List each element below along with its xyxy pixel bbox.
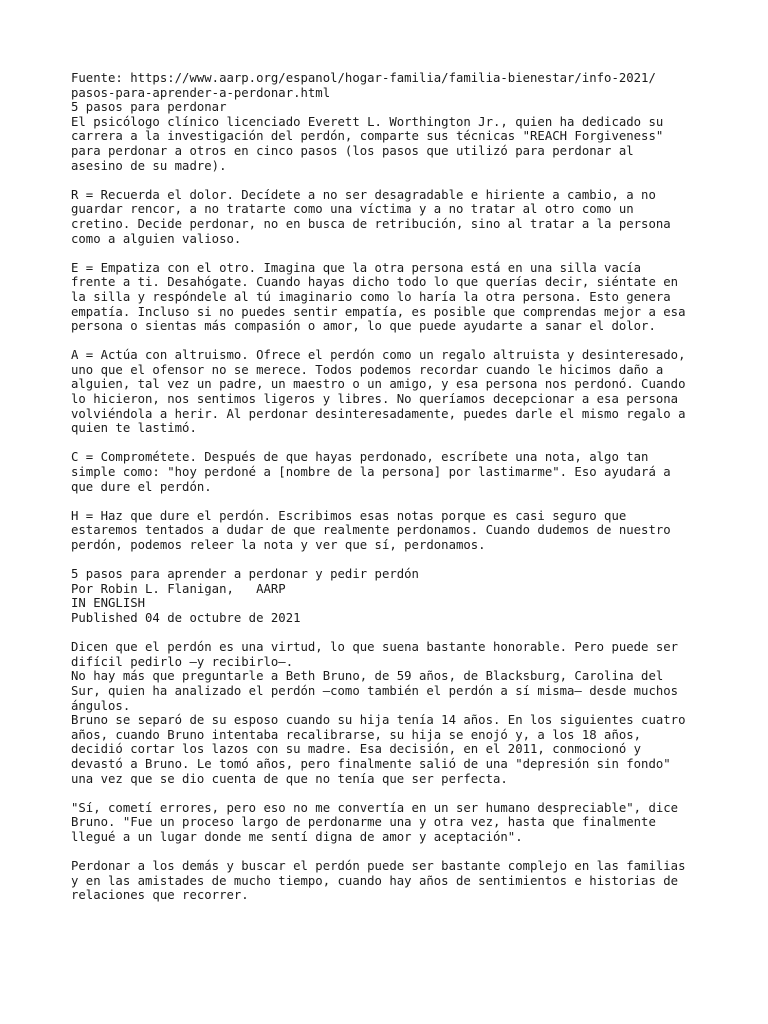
paragraph-line: como a alguien valioso. — [71, 231, 242, 246]
intro-line: El psicólogo clínico licenciado Everett L. Worthington Jr., quien ha dedicado su — [71, 114, 664, 129]
paragraph-line: la silla y respóndele al tú imaginario como lo haría la otra persona. Esto genera — [71, 289, 671, 304]
paragraph-line: ángulos. — [71, 698, 131, 713]
step-e-paragraph — [71, 261, 711, 334]
paragraph-line: Sur, quien ha analizado el perdón —como también el perdón a sí misma— desde muchos — [71, 683, 679, 698]
step-r-paragraph — [71, 188, 711, 246]
paragraph-line: perdón, podemos releer la nota y ver que sí, perdonamos. — [71, 538, 486, 552]
paragraph-line: C = Comprométete. Después de que hayas perdonado, escríbete una nota, algo tan — [71, 450, 649, 465]
paragraph-line: llegué a un lugar donde me sentí digna de amor y aceptación". — [71, 829, 523, 844]
paragraph-gap — [71, 786, 711, 801]
paragraph-line: persona o sientas más compasión o amor, lo que puede ayudarte a sanar el dolor. — [71, 319, 656, 334]
article-published-date: Published 04 de octubre de 2021 — [71, 610, 301, 625]
paragraph-line: Dicen que el perdón es una virtud, lo que suena bastante honorable. Pero puede ser — [71, 640, 679, 655]
paragraph-line: devastó a Bruno. Le tomó años, pero finalmente salió de una "depresión sin fondo" — [71, 756, 671, 771]
paragraph-gap — [71, 246, 711, 261]
paragraph-line: difícil pedirlo —y recibirlo—. — [71, 654, 294, 669]
paragraph-line: A = Actúa con altruismo. Ofrece el perdón como un regalo altruista y desinteresado, — [71, 348, 686, 363]
paragraph-line: estaremos tentados a dudar de que realmente perdonamos. Cuando dudemos de nuestro — [71, 523, 671, 538]
paragraph-line: quien te lastimó. — [71, 421, 197, 436]
paragraph-gap — [71, 334, 711, 349]
paragraph-line: Bruno se separó de su esposo cuando su hija tenía 14 años. En los siguientes cuatro — [71, 713, 686, 728]
paragraph-line: cretino. Decide perdonar, no en busca de retribución, sino al tratar a la persona — [71, 216, 671, 231]
step-a-paragraph — [71, 348, 711, 436]
quote-paragraph — [71, 801, 711, 845]
paragraph-line: R = Recuerda el dolor. Decídete a no ser desagradable e hiriente a cambio, a no — [71, 187, 656, 202]
article-header — [71, 567, 711, 625]
paragraph-line: y en las amistades de mucho tiempo, cuando hay años de sentimientos e historias de — [71, 873, 679, 888]
paragraph-line: simple como: "hoy perdoné a [nombre de la persona] por lastimarme". Eso ayudará a — [71, 465, 671, 480]
paragraph-line: una vez que se dio cuenta de que no tenía que ser perfecta. — [71, 771, 508, 786]
intro-title: 5 pasos para perdonar — [71, 100, 227, 115]
step-c-paragraph — [71, 450, 711, 494]
article-byline: Por Robin L. Flanigan, AARP — [71, 581, 286, 596]
article-body — [71, 640, 711, 786]
article-title: 5 pasos para aprender a perdonar y pedir perdón — [71, 567, 419, 582]
paragraph-line: relaciones que recorrer. — [71, 888, 249, 903]
paragraph-line: empatía. Incluso si no puedes sentir empatía, es posible que comprendas mejor a esa — [71, 304, 686, 319]
paragraph-line: uno que el ofensor no se merece. Todos podemos recordar cuando le hicimos daño a — [71, 362, 664, 377]
closing-paragraph — [71, 859, 711, 903]
paragraph-gap — [71, 436, 711, 451]
document-page — [71, 71, 711, 903]
paragraph-line: Bruno. "Fue un proceso largo de perdonarme una y otra vez, hasta que finalmente — [71, 815, 656, 830]
paragraph-line: volviéndola a herir. Al perdonar desinteresadamente, puedes darle el mismo regalo a — [71, 406, 686, 421]
paragraph-gap — [71, 844, 711, 859]
intro-line: asesino de su madre). — [71, 158, 227, 173]
paragraph-line: No hay más que preguntarle a Beth Bruno, de 59 años, de Blacksburg, Carolina del — [71, 669, 664, 684]
source-line: pasos-para-aprender-a-perdonar.html — [71, 85, 331, 100]
intro-line: carrera a la investigación del perdón, comparte sus técnicas "REACH Forgiveness" — [71, 129, 664, 144]
paragraph-line: E = Empatiza con el otro. Imagina que la otra persona está en una silla vacía — [71, 260, 642, 275]
paragraph-gap — [71, 626, 711, 641]
paragraph-line: guardar rencor, a no tratarte como una víctima y a no tratar al otro como un — [71, 202, 634, 217]
paragraph-gap — [71, 494, 711, 509]
paragraph-gap — [71, 173, 711, 188]
paragraph-line: lo hicieron, nos sentimos ligeros y libres. No queríamos decepcionar a esa persona — [71, 392, 679, 407]
intro-line: para perdonar a otros en cinco pasos (los pasos que utilizó para perdonar al — [71, 143, 634, 158]
article-language-link: IN ENGLISH — [71, 596, 146, 611]
paragraph-line: alguien, tal vez un padre, un maestro o un amigo, y esa persona nos perdonó. Cuando — [71, 377, 686, 392]
paragraph-line: Perdonar a los demás y buscar el perdón puede ser bastante complejo en las familias — [71, 859, 686, 874]
intro-block — [71, 100, 711, 173]
paragraph-gap — [71, 553, 711, 568]
paragraph-line: que dure el perdón. — [71, 479, 212, 494]
paragraph-line: decidió cortar los lazos con su madre. Esa decisión, en el 2011, conmocionó y — [71, 742, 642, 757]
paragraph-line: "Sí, cometí errores, pero eso no me convertía en un ser humano despreciable", dice — [71, 800, 679, 815]
source-line: Fuente: https://www.aarp.org/espanol/hogar-familia/familia-bienestar/info-2021/ — [71, 71, 656, 85]
paragraph-line: H = Haz que dure el perdón. Escribimos esas notas porque es casi seguro que — [71, 508, 627, 523]
paragraph-line: frente a ti. Desahógate. Cuando hayas dicho todo lo que querías decir, siéntate en — [71, 275, 679, 290]
paragraph-line: años, cuando Bruno intentaba recalibrarse, su hija se enojó y, a los 18 años, — [71, 727, 642, 742]
source-block — [71, 71, 711, 100]
step-h-paragraph — [71, 509, 711, 553]
